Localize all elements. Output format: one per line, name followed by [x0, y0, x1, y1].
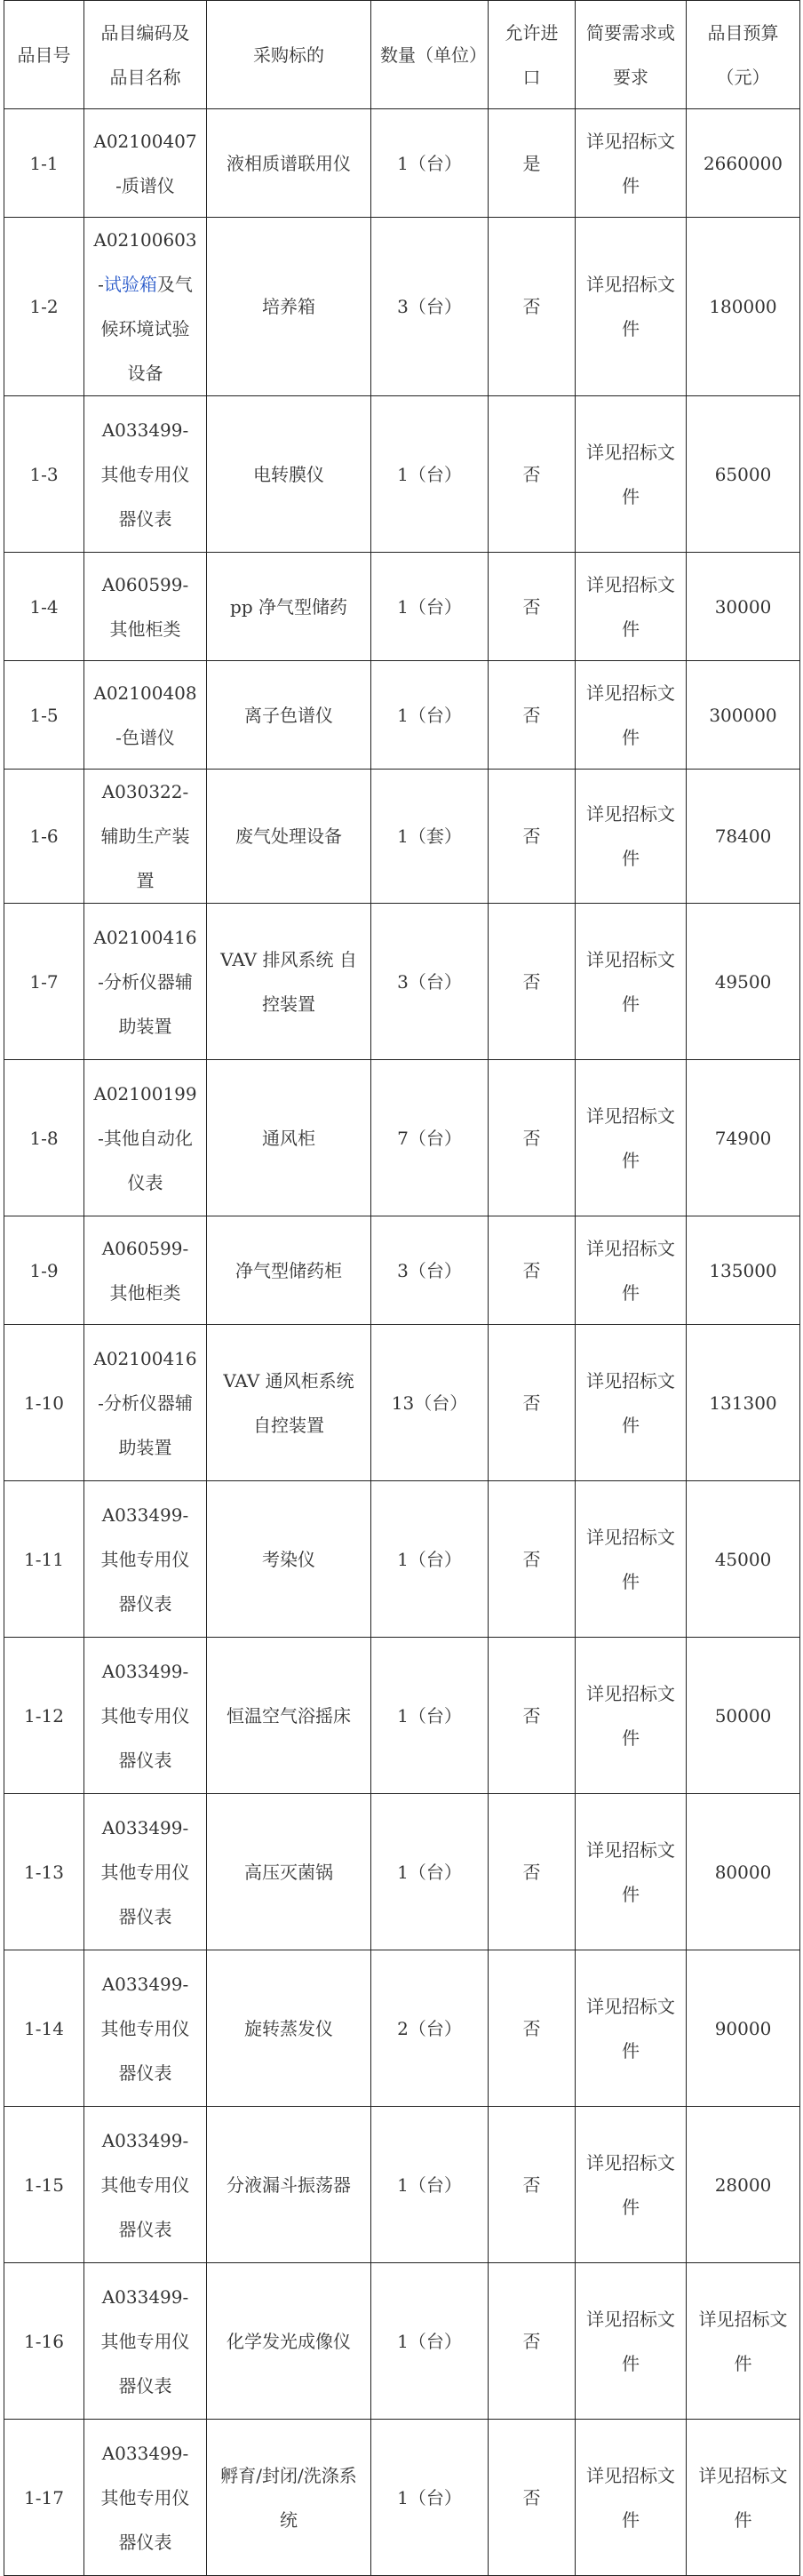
cell-target: 考染仪 [207, 1481, 371, 1638]
cell-import: 否 [489, 1950, 576, 2107]
cell-target: 电转膜仪 [207, 396, 371, 553]
cell-target: 离子色谱仪 [207, 661, 371, 770]
cell-budget: 详见招标文件 [687, 2263, 800, 2420]
cell-budget: 180000 [687, 218, 800, 396]
cell-import: 否 [489, 2107, 576, 2263]
cell-target: 净气型储药柜 [207, 1216, 371, 1325]
cell-code-name: A02100407-质谱仪 [84, 109, 207, 218]
cell-code-name: A033499-其他专用仪器仪表 [84, 1794, 207, 1950]
cell-budget: 135000 [687, 1216, 800, 1325]
table-row [4, 396, 800, 553]
cell-item-no: 1-13 [4, 1794, 84, 1950]
cell-item-no: 1-7 [4, 904, 84, 1060]
cell-item-no: 1-4 [4, 553, 84, 661]
cell-import: 否 [489, 1216, 576, 1325]
cell-target: VAV 排风系统 自控装置 [207, 904, 371, 1060]
cell-requirements: 详见招标文件 [576, 1794, 687, 1950]
cell-target: 液相质谱联用仪 [207, 109, 371, 218]
code-link[interactable]: 试验箱 [103, 274, 157, 295]
cell-item-no: 1-14 [4, 1950, 84, 2107]
cell-code-name: A033499-其他专用仪器仪表 [84, 1950, 207, 2107]
cell-budget: 28000 [687, 2107, 800, 2263]
cell-quantity: 1（台） [371, 661, 489, 770]
header-target: 采购标的 [207, 1, 371, 109]
cell-target: 分液漏斗振荡器 [207, 2107, 371, 2263]
cell-code-name: A033499-其他专用仪器仪表 [84, 1481, 207, 1638]
cell-import: 否 [489, 2420, 576, 2576]
cell-item-no: 1-5 [4, 661, 84, 770]
table-row [4, 2420, 800, 2576]
cell-target: VAV 通风柜系统自控装置 [207, 1325, 371, 1481]
header-code-name: 品目编码及品目名称 [84, 1, 207, 109]
cell-code-name: A02100416-分析仪器辅助装置 [84, 904, 207, 1060]
cell-quantity: 1（台） [371, 2263, 489, 2420]
cell-import: 是 [489, 109, 576, 218]
table-row [4, 1950, 800, 2107]
header-item-no: 品目号 [4, 1, 84, 109]
header-quantity: 数量（单位） [371, 1, 489, 109]
cell-requirements: 详见招标文件 [576, 396, 687, 553]
cell-import: 否 [489, 661, 576, 770]
cell-budget: 80000 [687, 1794, 800, 1950]
cell-code-name: A02100408-色谱仪 [84, 661, 207, 770]
cell-quantity: 3（台） [371, 904, 489, 1060]
cell-requirements: 详见招标文件 [576, 218, 687, 396]
cell-item-no: 1-15 [4, 2107, 84, 2263]
header-import: 允许进口 [489, 1, 576, 109]
cell-target: pp 净气型储药 [207, 553, 371, 661]
cell-code-name: A02100199-其他自动化仪表 [84, 1060, 207, 1216]
table-row [4, 1794, 800, 1950]
cell-target: 通风柜 [207, 1060, 371, 1216]
cell-target: 培养箱 [207, 218, 371, 396]
cell-item-no: 1-16 [4, 2263, 84, 2420]
table-row [4, 661, 800, 770]
cell-requirements: 详见招标文件 [576, 1638, 687, 1794]
cell-code-name: A033499-其他专用仪器仪表 [84, 2420, 207, 2576]
cell-quantity: 3（台） [371, 218, 489, 396]
cell-quantity: 1（台） [371, 1794, 489, 1950]
cell-import: 否 [489, 396, 576, 553]
cell-item-no: 1-3 [4, 396, 84, 553]
cell-quantity: 1（套） [371, 770, 489, 904]
cell-requirements: 详见招标文件 [576, 770, 687, 904]
cell-item-no: 1-11 [4, 1481, 84, 1638]
cell-item-no: 1-1 [4, 109, 84, 218]
cell-requirements: 详见招标文件 [576, 1481, 687, 1638]
table-row [4, 904, 800, 1060]
cell-quantity: 1（台） [371, 109, 489, 218]
cell-item-no: 1-9 [4, 1216, 84, 1325]
cell-item-no: 1-10 [4, 1325, 84, 1481]
table-row [4, 109, 800, 218]
cell-budget: 78400 [687, 770, 800, 904]
code-text: 及气候环境试验设备 [100, 274, 193, 384]
cell-requirements: 详见招标文件 [576, 2263, 687, 2420]
cell-quantity: 1（台） [371, 2420, 489, 2576]
cell-target: 化学发光成像仪 [207, 2263, 371, 2420]
header-requirements: 简要需求或要求 [576, 1, 687, 109]
cell-code-name: A060599-其他柜类 [84, 553, 207, 661]
table-row [4, 1325, 800, 1481]
table-body [4, 1, 800, 2576]
cell-code-name: A02100416-分析仪器辅助装置 [84, 1325, 207, 1481]
table-row [4, 1638, 800, 1794]
cell-budget: 300000 [687, 661, 800, 770]
cell-budget: 49500 [687, 904, 800, 1060]
procurement-budget-table [4, 0, 800, 2576]
cell-item-no: 1-6 [4, 770, 84, 904]
cell-quantity: 1（台） [371, 553, 489, 661]
cell-quantity: 7（台） [371, 1060, 489, 1216]
cell-import: 否 [489, 1638, 576, 1794]
cell-requirements: 详见招标文件 [576, 2107, 687, 2263]
table-row [4, 1060, 800, 1216]
cell-import: 否 [489, 1794, 576, 1950]
cell-quantity: 1（台） [371, 396, 489, 553]
cell-requirements: 详见招标文件 [576, 1060, 687, 1216]
cell-budget: 50000 [687, 1638, 800, 1794]
table-row [4, 770, 800, 904]
header-budget: 品目预算（元） [687, 1, 800, 109]
cell-item-no: 1-17 [4, 2420, 84, 2576]
cell-quantity: 2（台） [371, 1950, 489, 2107]
cell-import: 否 [489, 904, 576, 1060]
cell-quantity: 1（台） [371, 1638, 489, 1794]
table-row [4, 1216, 800, 1325]
cell-code-name: A033499-其他专用仪器仪表 [84, 2263, 207, 2420]
cell-code-name: A033499-其他专用仪器仪表 [84, 2107, 207, 2263]
cell-code-name: A033499-其他专用仪器仪表 [84, 396, 207, 553]
cell-budget: 74900 [687, 1060, 800, 1216]
cell-requirements: 详见招标文件 [576, 1325, 687, 1481]
table-row [4, 1481, 800, 1638]
cell-item-no: 1-12 [4, 1638, 84, 1794]
cell-import: 否 [489, 553, 576, 661]
cell-requirements: 详见招标文件 [576, 661, 687, 770]
cell-target: 孵育/封闭/洗涤系统 [207, 2420, 371, 2576]
table-row [4, 2107, 800, 2263]
cell-target: 旋转蒸发仪 [207, 1950, 371, 2107]
cell-code-name [84, 218, 207, 396]
cell-import: 否 [489, 1481, 576, 1638]
table-row [4, 553, 800, 661]
cell-code-name: A030322-辅助生产装置 [84, 770, 207, 904]
cell-code-name: A060599-其他柜类 [84, 1216, 207, 1325]
cell-target: 高压灭菌锅 [207, 1794, 371, 1950]
cell-budget: 45000 [687, 1481, 800, 1638]
cell-code-name: A033499-其他专用仪器仪表 [84, 1638, 207, 1794]
cell-budget: 详见招标文件 [687, 2420, 800, 2576]
cell-budget: 2660000 [687, 109, 800, 218]
cell-item-no: 1-2 [4, 218, 84, 396]
cell-requirements: 详见招标文件 [576, 2420, 687, 2576]
cell-target: 废气处理设备 [207, 770, 371, 904]
cell-quantity: 1（台） [371, 1481, 489, 1638]
cell-import: 否 [489, 218, 576, 396]
code-text: A02100603- [93, 229, 197, 295]
cell-budget: 65000 [687, 396, 800, 553]
cell-requirements: 详见招标文件 [576, 1216, 687, 1325]
cell-import: 否 [489, 1060, 576, 1216]
cell-import: 否 [489, 770, 576, 904]
cell-quantity: 13（台） [371, 1325, 489, 1481]
table-row [4, 218, 800, 396]
cell-budget: 90000 [687, 1950, 800, 2107]
cell-import: 否 [489, 2263, 576, 2420]
cell-target: 恒温空气浴摇床 [207, 1638, 371, 1794]
cell-budget: 30000 [687, 553, 800, 661]
cell-requirements: 详见招标文件 [576, 553, 687, 661]
cell-budget: 131300 [687, 1325, 800, 1481]
cell-requirements: 详见招标文件 [576, 1950, 687, 2107]
cell-import: 否 [489, 1325, 576, 1481]
cell-requirements: 详见招标文件 [576, 109, 687, 218]
cell-quantity: 1（台） [371, 2107, 489, 2263]
cell-item-no: 1-8 [4, 1060, 84, 1216]
cell-quantity: 3（台） [371, 1216, 489, 1325]
header-row [4, 1, 800, 109]
cell-requirements: 详见招标文件 [576, 904, 687, 1060]
table-row [4, 2263, 800, 2420]
